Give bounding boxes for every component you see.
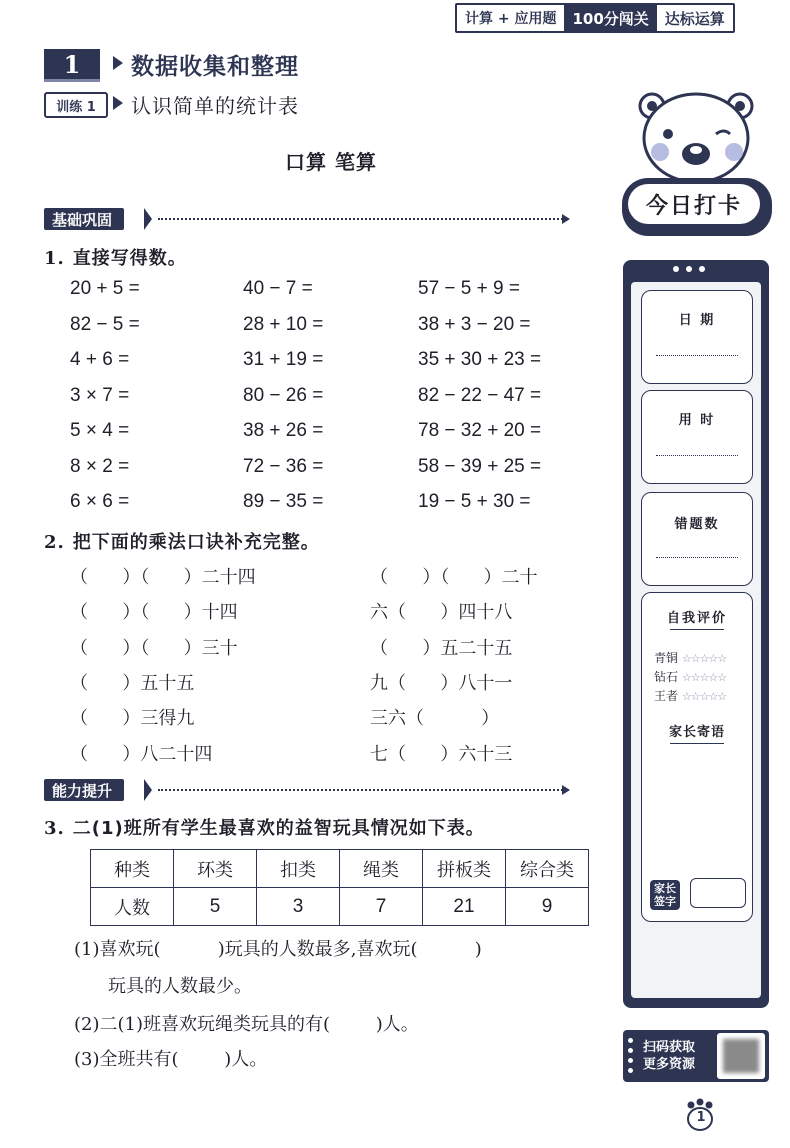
level-row <box>654 668 726 685</box>
multiplication-rhyme-item: 三六（ ） <box>370 708 500 730</box>
arithmetic-expression: 3 × 7 = <box>70 384 130 406</box>
checkin-banner <box>622 178 772 236</box>
panel-inner <box>631 282 761 998</box>
table-cell: 21 <box>423 888 506 926</box>
toy-preference-table <box>90 849 589 926</box>
level-label: 钻石 <box>654 670 679 684</box>
arithmetic-expression: 8 × 2 = <box>70 455 130 477</box>
unit-number: 1 <box>44 49 100 82</box>
section-title: 口算 笔算 <box>285 150 377 174</box>
date-write-line[interactable] <box>656 355 738 356</box>
arithmetic-expression: 5 × 4 = <box>70 420 130 441</box>
qr-caption <box>643 1039 695 1073</box>
star-rating-icon[interactable]: ☆☆☆☆☆ <box>681 652 727 665</box>
q2-prompt <box>44 528 320 554</box>
arithmetic-expression: 72 − 36 = <box>243 455 324 477</box>
q1-number: 1. <box>44 248 65 269</box>
time-label: 用 时 <box>678 413 716 428</box>
table-header-cell: 综合类 <box>506 850 589 888</box>
series-tag <box>455 3 735 33</box>
arithmetic-expression: 78 − 32 + 20 = <box>418 420 542 441</box>
star-rating-icon[interactable]: ☆☆☆☆☆ <box>681 671 727 684</box>
arithmetic-expression: 58 − 39 + 25 = <box>418 455 542 477</box>
arithmetic-expression: 89 − 35 = <box>243 491 324 512</box>
ability-section-label: 能力提升 <box>44 779 124 801</box>
table-header-cell: 拼板类 <box>423 850 506 888</box>
date-label: 日 期 <box>678 313 716 328</box>
level-label: 王者 <box>654 689 679 703</box>
qr-dots <box>628 1038 633 1073</box>
parent-message-underline <box>670 743 724 744</box>
evaluation-box <box>641 592 753 922</box>
basic-section-label: 基础巩固 <box>44 208 124 230</box>
arithmetic-expression: 57 − 5 + 9 = <box>418 278 520 299</box>
unit-arrow-icon <box>113 56 123 70</box>
lesson-tag: 训练 1 <box>44 92 108 118</box>
q2-text: 把下面的乘法口诀补充完整。 <box>72 532 320 553</box>
self-eval-underline <box>670 629 724 630</box>
multiplication-rhyme-item: （ ）三得九 <box>70 708 195 730</box>
arithmetic-expression: 28 + 10 = <box>243 313 324 335</box>
table-header-cell: 种类 <box>91 850 174 888</box>
arithmetic-expression: 82 − 5 = <box>70 313 140 335</box>
q2-number: 2. <box>44 532 65 553</box>
table-cell: 3 <box>257 888 340 926</box>
lesson-title: 认识简单的统计表 <box>131 94 299 118</box>
arithmetic-expression: 6 × 6 = <box>70 491 130 512</box>
q1-text: 直接写得数。 <box>72 248 187 269</box>
ability-divider-arrow-icon <box>562 785 570 795</box>
errors-label: 错题数 <box>674 517 720 532</box>
time-write-line[interactable] <box>656 455 738 456</box>
qr-resource-box <box>623 1030 769 1082</box>
arithmetic-expression: 19 − 5 + 30 = <box>418 491 531 512</box>
basic-section-arrow-icon <box>144 208 152 230</box>
ability-section-arrow-icon <box>144 779 152 801</box>
arithmetic-expression: 40 − 7 = <box>243 278 313 299</box>
multiplication-rhyme-item: （ ）（ ）二十 <box>370 567 538 588</box>
parent-message-label: 家长寄语 <box>668 725 725 740</box>
basic-section-divider <box>158 218 563 220</box>
multiplication-rhyme-item: 六（ ）四十八 <box>370 602 513 624</box>
multiplication-rhyme-item: （ ）（ ）二十四 <box>70 567 256 588</box>
errors-write-line[interactable] <box>656 557 738 558</box>
level-row <box>654 649 726 666</box>
arithmetic-expression: 38 + 26 = <box>243 420 324 441</box>
arithmetic-expression: 80 − 26 = <box>243 384 324 406</box>
q1-prompt <box>44 244 187 270</box>
table-cell: 9 <box>506 888 589 926</box>
q3-subquestion-2: (2)二(1)班喜欢玩绳类玩具的有( )人。 <box>74 1014 419 1035</box>
time-box <box>641 390 753 484</box>
q3-prompt <box>44 814 485 840</box>
q3-subquestion-1: (1)喜欢玩( )玩具的人数最多,喜欢玩( ) <box>74 939 482 960</box>
table-cell: 5 <box>174 888 257 926</box>
series-tag-subtitle: 达标运算 <box>657 5 733 31</box>
q3-subquestion-3: (3)全班共有( )人。 <box>74 1049 268 1070</box>
star-rating-icon[interactable]: ☆☆☆☆☆ <box>681 690 727 703</box>
multiplication-rhyme-item: 九（ ）八十一 <box>370 672 513 694</box>
table-header-cell: 扣类 <box>257 850 340 888</box>
multiplication-rhyme-item: 七（ ）六十三 <box>370 743 513 765</box>
qr-caption-line-2: 更多资源 <box>643 1057 696 1072</box>
q3-number: 3. <box>44 818 65 839</box>
level-row <box>654 687 726 704</box>
multiplication-rhyme-item: （ ）五十五 <box>70 672 195 694</box>
ability-section-divider <box>158 789 563 791</box>
arithmetic-expression: 20 + 5 = <box>70 278 140 299</box>
arithmetic-expression: 82 − 22 − 47 = <box>418 384 542 406</box>
table-cell: 7 <box>340 888 423 926</box>
level-label: 青铜 <box>654 651 679 665</box>
checkin-panel <box>623 260 769 1008</box>
arithmetic-expression: 31 + 19 = <box>243 349 324 370</box>
parent-sign-badge: 家长签字 <box>650 880 680 910</box>
arithmetic-expression: 35 + 30 + 23 = <box>418 349 542 370</box>
series-tag-title: 100分闯关 <box>564 5 656 31</box>
lesson-arrow-icon <box>113 96 123 110</box>
parent-sign-field[interactable] <box>690 878 746 908</box>
qr-caption-line-1: 扫码获取 <box>643 1040 696 1055</box>
table-header-cell: 绳类 <box>340 850 423 888</box>
qr-code-icon[interactable] <box>717 1033 765 1079</box>
table-row-label: 人数 <box>91 888 174 926</box>
arithmetic-expression: 4 + 6 = <box>70 349 130 370</box>
multiplication-rhyme-item: （ ）（ ）三十 <box>70 637 238 659</box>
checkin-title: 今日打卡 <box>628 184 760 224</box>
multiplication-rhyme-item: （ ）八二十四 <box>70 743 213 765</box>
page-number: 1 <box>696 1110 706 1125</box>
arithmetic-expression: 38 + 3 − 20 = <box>418 313 531 335</box>
q3-text: 二(1)班所有学生最喜欢的益智玩具情况如下表。 <box>72 818 485 839</box>
multiplication-rhyme-item: （ ）（ ）十四 <box>70 602 238 624</box>
unit-title: 数据收集和整理 <box>131 54 299 80</box>
series-tag-subject: 计算 + 应用题 <box>457 5 564 31</box>
basic-divider-arrow-icon <box>562 214 570 224</box>
table-header-row <box>91 850 589 888</box>
self-eval-label: 自我评价 <box>666 611 727 626</box>
panel-dots <box>673 266 705 272</box>
date-box <box>641 290 753 384</box>
table-header-cell: 环类 <box>174 850 257 888</box>
errors-box <box>641 492 753 586</box>
table-row <box>91 888 589 926</box>
multiplication-rhyme-item: （ ）五二十五 <box>370 637 513 659</box>
q3-subquestion-1-continued: 玩具的人数最少。 <box>108 976 252 997</box>
